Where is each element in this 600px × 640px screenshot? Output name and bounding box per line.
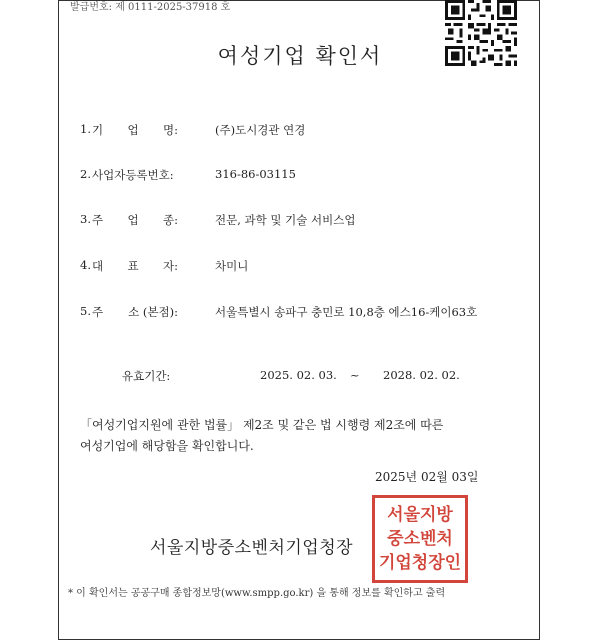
field-label: 1. 기 업 명: (80, 122, 178, 137)
field-label: 4. 대 표 자: (80, 258, 178, 273)
field-label: 2. 사업자등록번호: (80, 167, 174, 182)
field-label: 5. 주 소 (본점): (80, 304, 178, 319)
issue-date: 2025년 02월 03일 (375, 470, 479, 484)
statement-line-2: 여성기업에 해당함을 확인합니다. (80, 439, 254, 453)
validity-end-date: 2028. 02. 02. (383, 368, 460, 382)
document-title: 여성기업 확인서 (217, 44, 383, 68)
issue-number: 발급번호: 제 0111-2025-37918 호 (70, 2, 231, 13)
field-value: 서울특별시 송파구 충민로 10,8층 에스16-케이63호 (215, 305, 478, 319)
field-value: 차미니 (215, 259, 249, 273)
field-value: (주)도시경관 연경 (215, 123, 306, 137)
issuer-name: 서울지방중소벤처기업청장 (150, 538, 354, 558)
confirmation-statement (80, 415, 520, 457)
validity-start-date: 2025. 02. 03. (260, 368, 337, 382)
official-seal: 서울지방 중소벤처 기업청장인 (372, 495, 468, 583)
field-label: 3. 주 업 종: (80, 212, 178, 227)
statement-line-1: 「여성기업지원에 관한 법률」 제2조 및 같은 법 시행령 제2조에 따른 (80, 418, 444, 432)
validity-label: 유효기간: (122, 369, 171, 383)
validity-separator: ~ (350, 368, 360, 382)
field-value: 전문, 과학 및 기술 서비스업 (215, 213, 356, 227)
field-value: 316-86-03115 (215, 167, 296, 181)
footnote: * 이 확인서는 공공구매 종합정보망(www.smpp.go.kr) 을 통해 정보를 확인하고 출력 (68, 588, 446, 599)
